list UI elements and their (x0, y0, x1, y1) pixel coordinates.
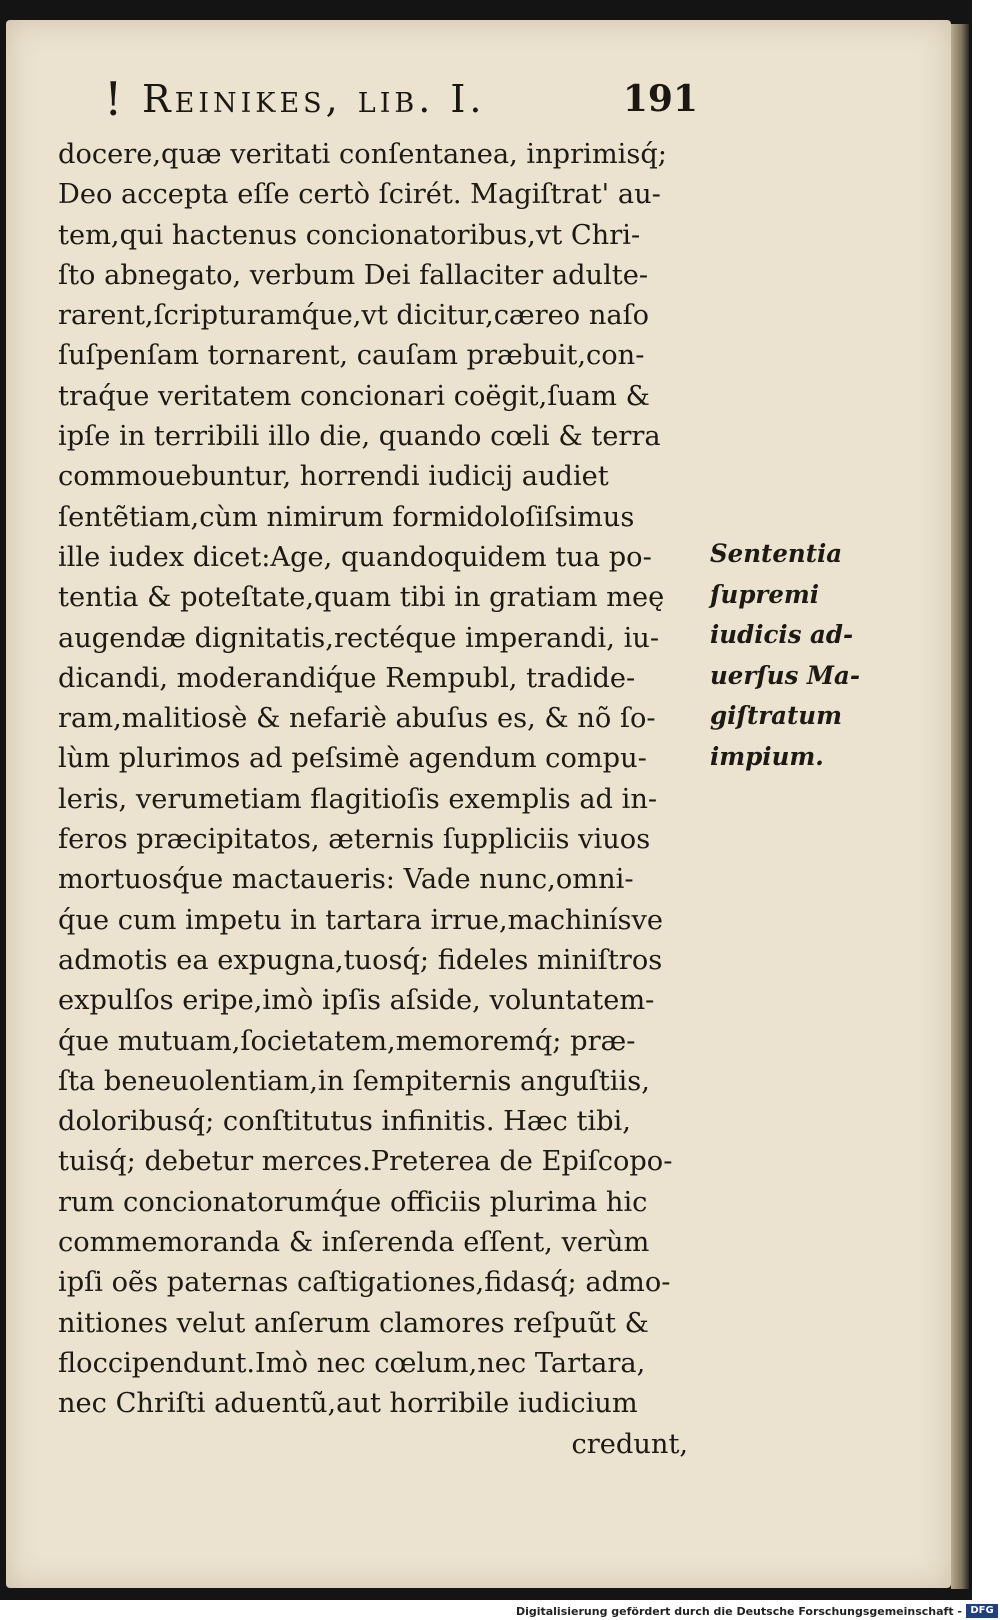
text-line: nitiones velut anſerum clamores reſpuũt & (58, 1306, 649, 1339)
marginal-note-line: ſupremi (710, 579, 820, 609)
text-line: rum concionatorumq́ue officiis plurima hic (58, 1185, 648, 1218)
text-line: tentia & poteſtate,quam tibi in gratiam meę (58, 581, 665, 614)
text-line: commemoranda & inſerenda eſſent, verùm (58, 1226, 650, 1259)
marginal-note-line: iudicis ad- (710, 620, 854, 649)
text-line: Deo accepta eſſe certò ſcirét. Magiſtrat' au- (58, 178, 661, 211)
text-line: expulſos eripe,imò ipſis aſside, voluntatem- (58, 984, 655, 1017)
text-line: commouebuntur, horrendi iudicij audiet (58, 460, 609, 493)
text-line: feros præcipitatos, æternis ſuppliciis viuos (58, 823, 651, 856)
text-line: rarent,ſcripturamq́ue,vt dicitur,cæreo naſo (58, 299, 650, 332)
text-line: ipſe in terribili illo die, quando cœli & terra (58, 420, 661, 453)
text-line: ſuſpenſam tornarent, cauſam præbuit,con- (58, 339, 645, 372)
text-line: q́ue cum impetu in tartara irrue,machinísve (58, 903, 664, 936)
marginal-note-line: Sententia (710, 539, 843, 568)
text-line: augendæ dignitatis,rectéque imperandi, iu- (58, 621, 660, 654)
body-text (58, 134, 700, 1464)
digitization-credit: Digitalisierung gefördert durch die Deutsche Forschungsgemeinschaft - (515, 1605, 962, 1618)
text-line: docere,quæ veritati conſentanea, inprimisq́; (58, 138, 668, 170)
text-line: doloribusq́; conſtitutus infinitis. Hæc tibi, (58, 1105, 631, 1138)
marginal-note-line: giſtratum (710, 701, 842, 730)
text-line: lùm plurimos ad peſsimè agendum compu- (58, 742, 647, 775)
text-line: ſto abnegato, verbum Dei fallaciter adulte- (58, 258, 649, 291)
text-line: mortuosq́ue mactaueris: Vade nunc,omni- (58, 863, 634, 896)
text-line: leris, verumetiam flagitioſis exemplis ad in- (58, 782, 658, 815)
text-line: floccipendunt.Imò nec cœlum,nec Tartara, (58, 1346, 646, 1379)
marginal-note-line: uerſus Ma- (710, 660, 860, 690)
text-line: ram,malitiosè & nefariè abuſus es, & nõ ſo- (58, 702, 656, 735)
text-line: ipſi oẽs paternas caſtigationes,fidasq́; admo- (58, 1266, 671, 1299)
text-line: ſentẽtiam,cùm nimirum formidoloſiſsimus (58, 500, 635, 533)
text-line: nec Chriſti aduentũ,aut horribile iudicium (58, 1387, 638, 1420)
header-mark: ! (104, 72, 123, 126)
text-line: dicandi, moderandiq́ue Rempubl, tradide- (58, 661, 636, 694)
dfg-logo: DFG (966, 1604, 998, 1618)
text-line: tuisq́; debetur merces.Preterea de Epiſcopo- (58, 1145, 673, 1178)
marginal-note-line: impium. (710, 741, 824, 771)
text-line: ſta beneuolentiam,in ſempiternis anguſtiis, (58, 1064, 650, 1097)
text-line-last: credunt, (571, 1427, 689, 1460)
running-title: Reinikes, lib. I. (142, 77, 486, 121)
text-line: ille iudex dicet:Age, quandoquidem tua po- (58, 540, 652, 573)
marginal-note (710, 534, 900, 777)
text-line: traq́ue veritatem concionari coëgit,ſuam & (58, 379, 650, 412)
page-edge (951, 24, 969, 1589)
text-line: tem,qui hactenus concionatoribus,vt Chri- (58, 218, 641, 251)
text-line: admotis ea expugna,tuosq́; fideles miniſtros (58, 943, 663, 976)
page-header (104, 68, 698, 130)
text-line: q́ue mutuam,ſocietatem,memoremq́; præ- (58, 1024, 636, 1057)
page-number: 191 (622, 78, 698, 120)
